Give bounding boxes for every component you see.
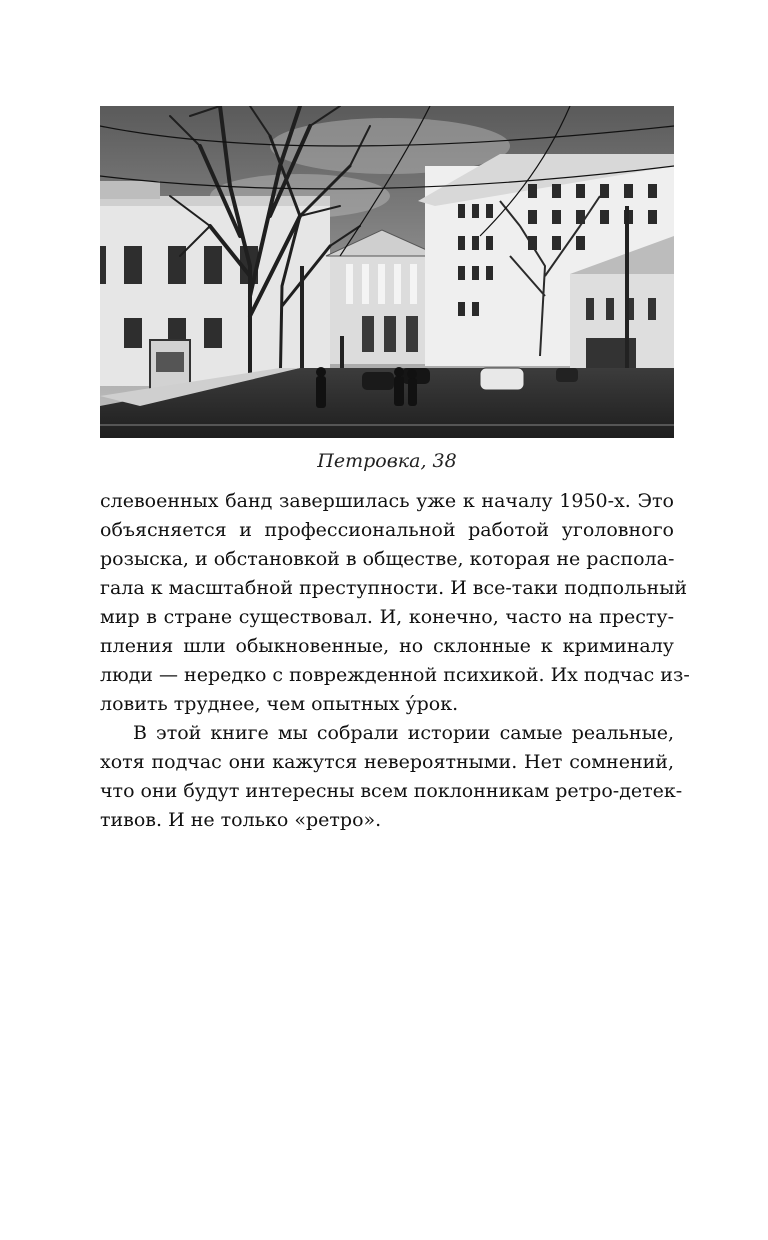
text-line: пления шли обыкновенные, но склонные к криминалу: [100, 635, 674, 657]
text-line: люди — нередко с поврежденной психикой. Их подчас из-: [100, 664, 690, 686]
text-line: В этой книге мы собрали истории самые реальные,: [133, 722, 674, 744]
text-line: ловить труднее, чем опытных у́рок.: [100, 693, 459, 715]
photo-caption: Петровка, 38: [317, 450, 457, 472]
text-line: розыска, и обстановкой в обществе, которая не распола-: [100, 548, 675, 570]
street-photo: [100, 106, 674, 438]
text-line: объясняется и профессиональной работой уголовного: [100, 519, 674, 541]
body-text: [100, 487, 690, 835]
text-line: мир в стране существовал. И, конечно, часто на престу-: [100, 606, 674, 628]
text-line: слевоенных банд завершилась уже к началу 1950-х. Это: [100, 490, 674, 512]
text-line: гала к масштабной преступности. И все-таки подпольный: [100, 577, 687, 599]
text-line: тивов. И не только «ретро».: [100, 809, 382, 831]
text-line: что они будут интересны всем поклонникам ретро-детек-: [100, 780, 683, 802]
text-line: хотя подчас они кажутся невероятными. Нет сомнений,: [100, 751, 674, 773]
